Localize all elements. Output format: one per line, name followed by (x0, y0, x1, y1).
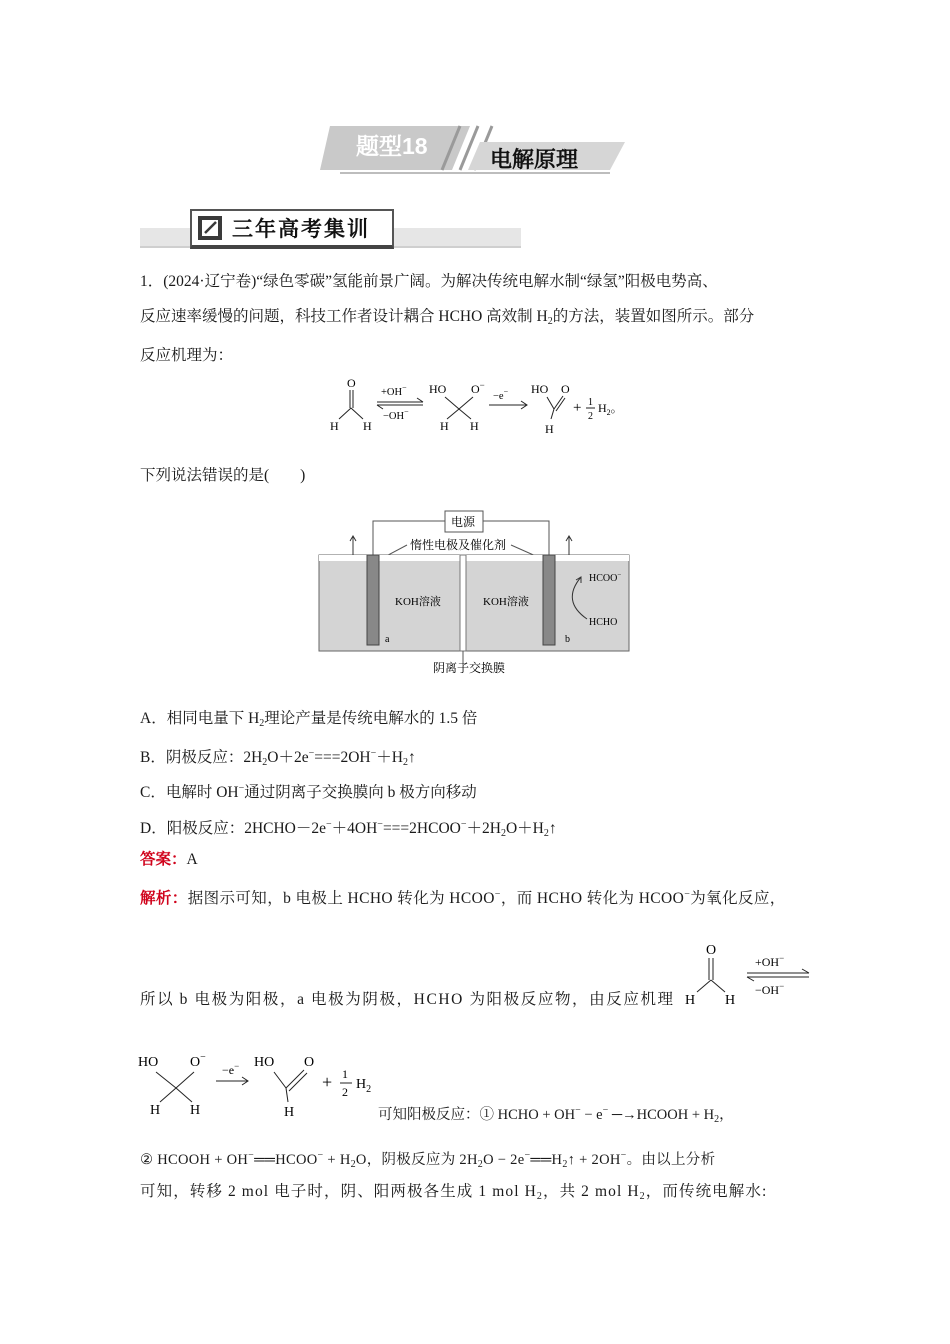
question-number: 1． (140, 273, 164, 290)
anion-exchange-membrane (460, 555, 466, 651)
question-stem-line-1 (140, 271, 718, 293)
electrolytic-cell (319, 555, 629, 651)
svg-text:H: H (470, 419, 479, 433)
svg-text:O: O (304, 1055, 315, 1070)
svg-text:H: H (363, 419, 372, 433)
electrode-b (543, 555, 555, 645)
svg-text:H: H (150, 1103, 161, 1118)
svg-text:b: b (565, 634, 570, 645)
svg-text:H2: $H_2$ (356, 1077, 372, 1095)
type-badge-label: 题型18 (356, 133, 428, 159)
svg-text:O−: O− (190, 1052, 206, 1070)
right-solution-label: KOH溶液 (483, 596, 529, 608)
hcho-label: HCHO (589, 617, 618, 628)
analysis-label: 解析： (140, 890, 188, 907)
option-d[interactable]: D．阳极反应：$2HCHO-2e^-+4OH^-===2HCOO^-+2H_2O+H_2↑$ (140, 819, 557, 839)
question-prompt: 下列说法错误的是( ) (140, 467, 306, 484)
svg-text:+: + (573, 400, 582, 416)
option-c[interactable]: C．电解时 OH−通过阴离子交换膜向 b 极方向移动 (140, 783, 477, 801)
hcoo-label: HCOO (589, 573, 618, 584)
option-a[interactable]: A．相同电量下 $H_2$理论产量是传统电解水的 1.5 倍 (140, 710, 478, 729)
svg-text:H: H (440, 419, 449, 433)
svg-text:−OH−: −OH− (755, 981, 785, 997)
svg-text:+: + (322, 1072, 333, 1092)
svg-text:O: O (561, 382, 570, 396)
svg-text:H: H (685, 993, 696, 1008)
svg-text:a: a (385, 634, 390, 645)
power-supply-label: 电源 (451, 515, 476, 529)
question-stem-line-2: 反应速率缓慢的问题，科技工作者设计耦合 HCHO 高效制 $H_2$的方法，装置如图所示。部分 (140, 308, 755, 327)
svg-text:O−: O− (471, 380, 485, 396)
question-stem-line-3: 反应机理为： (140, 347, 234, 364)
svg-text:1: 1 (588, 397, 593, 408)
electrode-caption: 惰性电极及催化剂 (410, 538, 507, 552)
answer-label: 答案： (140, 851, 187, 868)
svg-text:H: H (545, 422, 554, 435)
reaction-mechanism-inline-1 (683, 938, 813, 1008)
svg-text:−OH−: −OH− (383, 407, 409, 422)
option-b[interactable]: B．阴极反应：$2H_2O+2e^-===2OH^-+H_2↑$ (140, 748, 416, 768)
svg-text:H: H (190, 1103, 201, 1118)
svg-text:+OH−: +OH− (381, 383, 407, 398)
analysis-line-1: 解析：据图示可知，b 电极上 HCHO 转化为 HCOO−，而 HCHO 转化为 HCOO−为氧化反应， (140, 889, 786, 907)
svg-text:O: O (706, 943, 717, 958)
svg-text:H: H (284, 1105, 295, 1120)
stem-text-1: “绿色零碳”氢能前景广阔。为解决传统电解水制“绿氢”阳极电势高、 (256, 273, 718, 290)
membrane-label: 阴离子交换膜 (433, 661, 506, 675)
question-source: (2024·辽宁卷) (163, 273, 257, 290)
section-title: 三年高考集训 (232, 218, 370, 241)
answer (140, 849, 198, 871)
svg-text:−e−: −e− (493, 387, 509, 402)
svg-text:−e−: −e− (222, 1061, 240, 1077)
electrolysis-apparatus-diagram (315, 505, 635, 685)
reaction-mechanism-diagram (325, 375, 645, 435)
svg-text:1: 1 (342, 1067, 348, 1081)
analysis-line-2: 所以 b 电极为阳极，a 电极为阴极，HCHO 为阳极反应物，由反应机理 (140, 991, 675, 1008)
svg-text:+OH−: +OH− (755, 953, 785, 969)
reaction-mechanism-inline-2 (138, 1048, 378, 1120)
answer-value: A (186, 851, 198, 868)
left-solution-label: KOH溶液 (395, 596, 441, 608)
electrode-a (367, 555, 379, 645)
page-title: 电解原理 (490, 147, 579, 172)
mech-o-1: O (347, 376, 356, 390)
svg-text:2: 2 (342, 1085, 348, 1099)
svg-text:HCOO−: HCOO− (589, 571, 622, 584)
svg-text:HO: HO (254, 1055, 275, 1070)
analysis-line-3: 可知阳极反应：① HCHO + OH− − e− ─→HCOOH + $H_2$， (378, 1105, 734, 1125)
svg-text:H: H (330, 419, 339, 433)
svg-text:HO: HO (138, 1055, 159, 1070)
svg-text:H: H (725, 993, 736, 1008)
analysis-line-4: ② HCOOH + OH−══HCOO− + $H_2O$，阴极反应为 $2H_2O$ − $2e^-══H_2↑ + 2OH^-$。由以上分析 (140, 1150, 716, 1170)
pencil-icon (196, 214, 224, 242)
svg-text:2: 2 (588, 411, 593, 422)
svg-text:HO: HO (429, 382, 447, 396)
svg-text:HO: HO (531, 382, 549, 396)
analysis-line-5: 可知，转移 2 mol 电子时，阴、阳两极各生成 1 mol $H_2$，共 2 mol $H_2$，而传统电解水: (140, 1183, 768, 1202)
svg-text:H2。: $H_2$。 (598, 401, 623, 417)
